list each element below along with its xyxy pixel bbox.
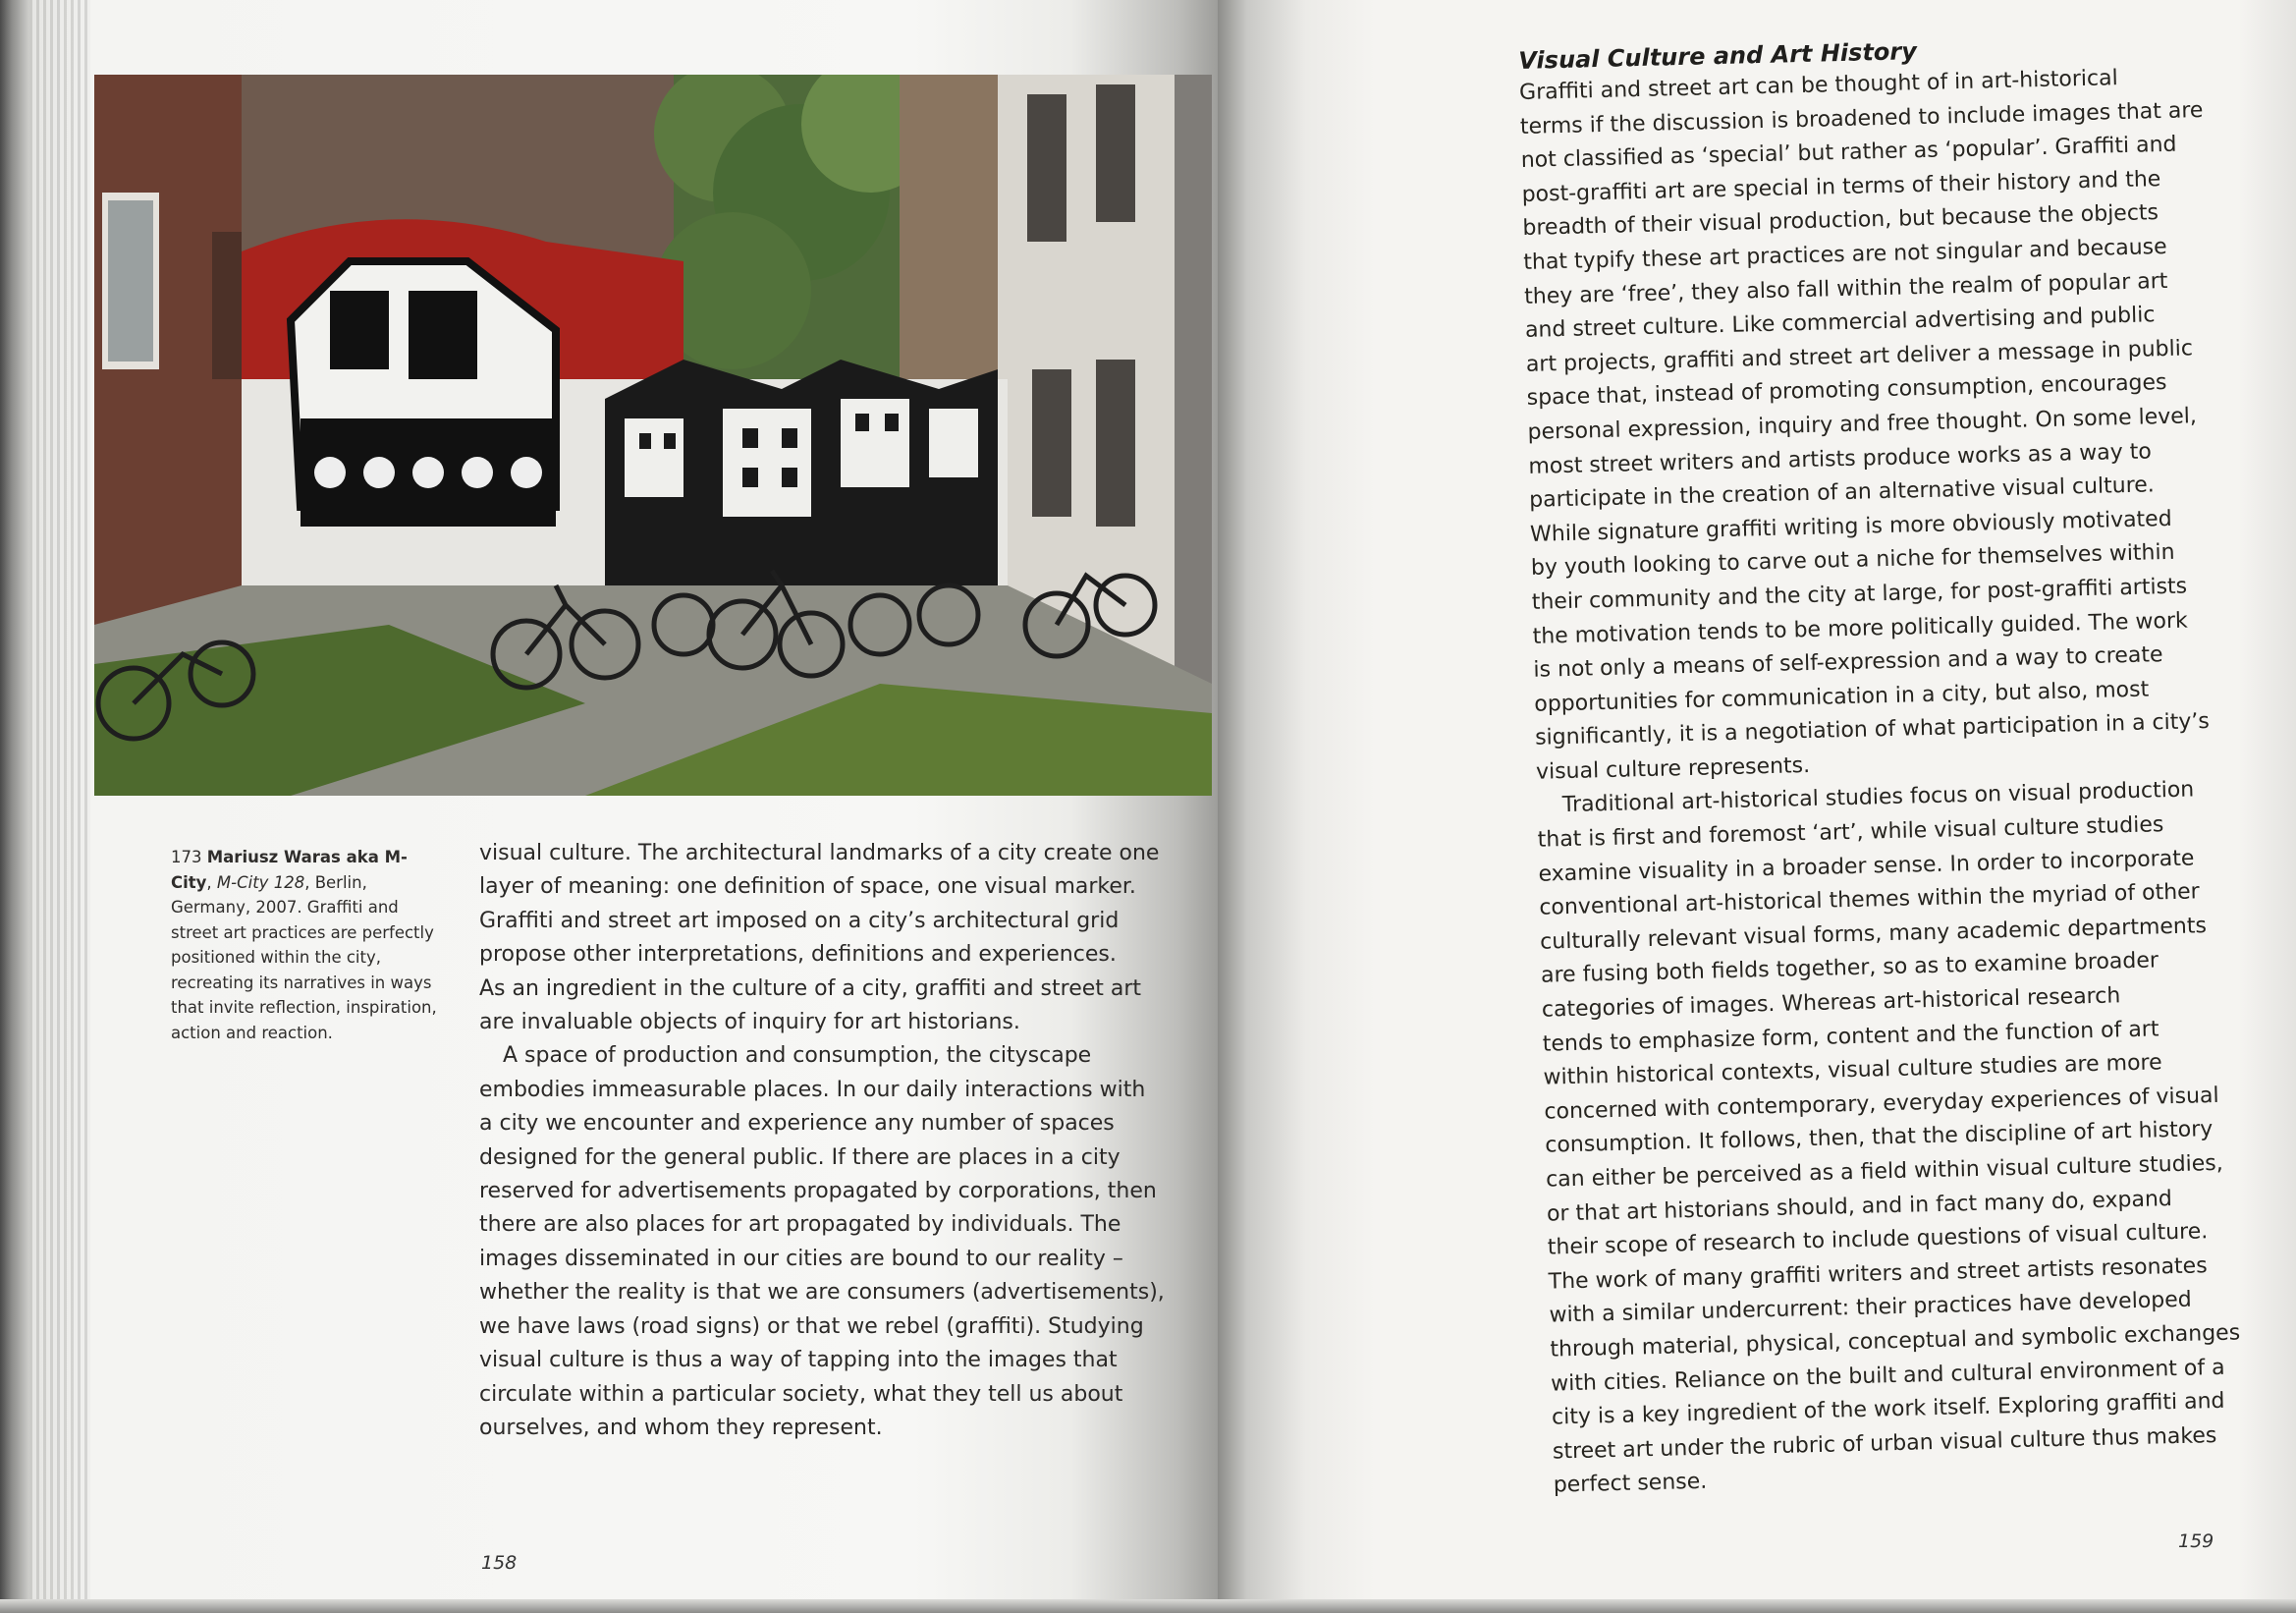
right-body-text (1518, 30, 2241, 1503)
text-line: significantly, it is a negotiation of what participation in a city’s (1534, 709, 2211, 751)
text-line: whether the reality is that we are consumers (advertisements), (479, 1280, 1165, 1306)
text-line: propose other interpretations, definitions and experiences. (479, 942, 1117, 968)
section-heading: Visual Culture and Art History (1518, 37, 1918, 75)
text-line: that is first and foremost ‘art’, while visual culture studies (1537, 812, 2164, 853)
text-line: categories of images. Whereas art-historical research (1541, 983, 2121, 1023)
text-line: with a similar undercurrent: their practices have developed (1549, 1288, 2193, 1328)
text-line: not classified as ‘special’ but rather as ‘popular’. Graffiti and (1520, 132, 2177, 174)
figure-number: 173 (171, 848, 202, 866)
figure-title: M-City 128 (216, 872, 305, 892)
figure-caption: 173 Mariusz Waras aka M-City, M-City 128, Berlin, Germany, 2007. Graffiti and street art practices are perfectly positioned within the city, recreating its narratives in ways that invite reflection, inspiration, action and reaction. (171, 848, 437, 1042)
text-line: most street writers and artists produce works as a way to (1528, 438, 2153, 479)
text-line: The work of many graffiti writers and street artists resonates (1548, 1253, 2208, 1295)
text-line: Graffiti and street art imposed on a city’s architectural grid (479, 908, 1120, 933)
text-line: conventional art-historical themes within the myriad of other (1539, 879, 2200, 920)
text-line: there are also places for art propagated by individuals. The (479, 1212, 1121, 1238)
text-line: ourselves, and whom they represent. (479, 1415, 883, 1440)
text-line: that typify these art practices are not singular and because (1523, 234, 2167, 275)
text-line: circulate within a particular society, what they tell us about (479, 1381, 1123, 1407)
text-line: terms if the discussion is broadened to include images that are (1519, 97, 2204, 139)
text-line: street art under the rubric of urban visual culture thus makes (1552, 1422, 2217, 1465)
text-line: While signature graffiti writing is more obviously motivated (1529, 506, 2172, 547)
text-line: visual culture represents. (1535, 752, 1811, 785)
text-line: and street culture. Like commercial advertising and public (1524, 303, 2156, 344)
text-line: reserved for advertisements propagated by corporations, then (479, 1179, 1157, 1204)
text-line: their scope of research to include questions of visual culture. (1547, 1219, 2209, 1260)
left-body-text (479, 837, 1165, 1445)
text-line: opportunities for communication in a city, but also, most (1534, 677, 2150, 717)
text-line: are invaluable objects of inquiry for art historians. (479, 1010, 1020, 1035)
figure-artist: Mariusz Waras aka M-City (171, 848, 408, 892)
text-line: or that art historians should, and in fact many do, expand (1546, 1186, 2173, 1227)
text-line: perfect sense. (1553, 1470, 1708, 1498)
text-line: their community and the city at large, for post-graffiti artists (1531, 574, 2188, 615)
text-line: personal expression, inquiry and free thought. On some level, (1527, 404, 2198, 445)
text-line: As an ingredient in the culture of a city, graffiti and street art (479, 975, 1142, 1001)
text-line: within historical contexts, visual culture studies are more (1543, 1050, 2162, 1090)
text-line: a city we encounter and experience any number of spaces (479, 1111, 1115, 1137)
page-number-left: 158 (481, 1552, 518, 1574)
text-line: tends to emphasize form, content and the function of art (1542, 1016, 2159, 1057)
text-line: culturally relevant visual forms, many academic departments (1539, 913, 2208, 955)
text-line: are fusing both fields together, so as to examine broader (1540, 948, 2159, 989)
text-line: with cities. Reliance on the built and cultural environment of a (1550, 1355, 2225, 1397)
text-line: through material, physical, conceptual and symbolic exchanges (1550, 1320, 2241, 1363)
text-line: art projects, graffiti and street art deliver a message in public (1525, 336, 2194, 377)
text-line: the motivation tends to be more politically guided. The work (1532, 608, 2189, 649)
text-line: visual culture is thus a way of tapping into the images that (479, 1348, 1118, 1373)
text-line: designed for the general public. If there are places in a city (479, 1144, 1121, 1170)
graffiti-photo (94, 75, 1212, 796)
text-line: embodies immeasurable places. In our daily interactions with (479, 1077, 1146, 1102)
text-line: post-graffiti art are special in terms of their history and the (1521, 166, 2161, 207)
text-line: can either be perceived as a field within visual culture studies, (1545, 1150, 2224, 1193)
text-line: Traditional art-historical studies focus on visual production (1561, 777, 2195, 818)
text-line: visual culture. The architectural landmarks of a city create one (479, 841, 1160, 865)
page-number-right: 159 (2178, 1530, 2214, 1552)
text-line: we have laws (road signs) or that we rebel (graffiti). Studying (479, 1313, 1144, 1339)
text-line: participate in the creation of an alternative visual culture. (1528, 473, 2156, 513)
text-line: A space of production and consumption, the cityscape (503, 1043, 1092, 1069)
left-paragraph-2 (479, 1039, 1165, 1445)
book-bottom-edge (0, 1599, 2296, 1613)
text-line: city is a key ingredient of the work itself. Exploring graffiti and (1551, 1388, 2225, 1430)
book-edge (0, 0, 29, 1613)
text-line: images disseminated in our cities are bound to our reality – (479, 1246, 1123, 1271)
figure-details: , Berlin, Germany, 2007. Graffiti and street art practices are perfectly positioned within the city, recreating its narratives in ways that invite reflection, inspiration, action and reaction. (171, 872, 437, 1042)
text-line: they are ‘free’, they also fall within the realm of popular art (1523, 268, 2168, 309)
text-line: layer of meaning: one definition of space, one visual marker. (479, 874, 1136, 900)
page-stack-edge (29, 0, 90, 1599)
text-line: concerned with contemporary, everyday experiences of visual (1544, 1083, 2219, 1125)
text-line: is not only a means of self-expression and a way to create (1533, 642, 2163, 683)
text-line: Graffiti and street art can be thought of in art-historical (1518, 66, 2119, 105)
left-paragraph-1 (479, 837, 1160, 1039)
text-line: consumption. It follows, then, that the discipline of art history (1545, 1117, 2214, 1159)
text-line: space that, instead of promoting consumption, encourages (1526, 370, 2167, 412)
text-line: by youth looking to carve out a niche for themselves within (1530, 540, 2175, 582)
text-line: breadth of their visual production, but because the objects (1522, 200, 2159, 242)
text-line: examine visuality in a broader sense. In order to incorporate (1538, 846, 2195, 887)
